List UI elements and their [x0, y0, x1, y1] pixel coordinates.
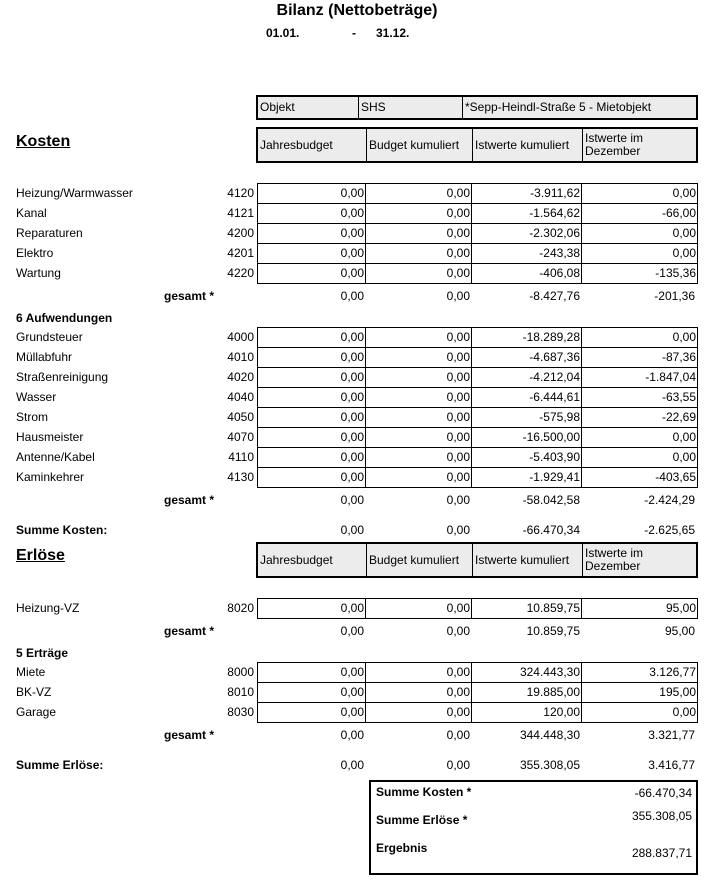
col-header-jahresbudget: Jahresbudget — [258, 129, 367, 161]
row-label: Wasser — [16, 390, 57, 404]
table-row — [258, 468, 697, 487]
subtotal-label: gesamt * — [164, 493, 215, 507]
row-label: Miete — [16, 665, 46, 679]
row-label: Heizung/Warmwasser — [16, 186, 133, 200]
cell-istwerte-kumuliert: -243,38 — [472, 244, 582, 263]
section-title-erloese: Erlöse — [16, 547, 65, 564]
summary-box — [369, 780, 698, 875]
column-header-erloese — [256, 542, 698, 578]
cell-budget-kumuliert: 0,00 — [366, 224, 472, 243]
table-row — [258, 663, 697, 683]
cell-jahresbudget: 0,00 — [258, 368, 366, 387]
cell-istwerte-dezember: -135,36 — [655, 266, 696, 280]
cell-jahresbudget: 0,00 — [258, 683, 366, 702]
summary-erloese-label: Summe Erlöse * — [376, 813, 468, 827]
subtotal-budget-kumuliert: 0,00 — [446, 728, 470, 742]
column-header-kosten — [256, 127, 698, 163]
cell-jahresbudget: 0,00 — [258, 599, 366, 618]
cell-istwerte-dezember: 0,00 — [672, 430, 696, 444]
cell-budget-kumuliert: 0,00 — [366, 663, 472, 682]
table-row — [258, 328, 697, 348]
subtotal-budget-kumuliert: 0,00 — [446, 289, 470, 303]
col-header-istwerte-dezember: Istwerte im Dezember — [585, 131, 644, 158]
cell-istwerte-kumuliert: -5.403,90 — [472, 448, 582, 467]
row-account: 8010 — [227, 685, 254, 699]
cell-jahresbudget: 0,00 — [258, 663, 366, 682]
date-separator: - — [352, 26, 356, 40]
subtotal-row — [257, 624, 698, 638]
cell-jahresbudget: 0,00 — [258, 184, 366, 203]
row-account: 4120 — [227, 186, 254, 200]
row-account: 4070 — [227, 430, 254, 444]
object-label: Objekt — [258, 97, 359, 118]
subtotal-istwerte-kumuliert: -8.427,76 — [529, 289, 580, 303]
table-row — [258, 428, 697, 448]
cell-jahresbudget: 0,00 — [258, 428, 366, 447]
summary-ergebnis-label: Ergebnis — [376, 841, 428, 855]
report-title-text: Bilanz (Nettobeträge) — [276, 2, 438, 19]
table-row — [258, 244, 697, 264]
sum-budget-kumuliert: 0,00 — [446, 523, 470, 537]
cell-budget-kumuliert: 0,00 — [366, 599, 472, 618]
cell-istwerte-kumuliert: -1.564,62 — [472, 204, 582, 223]
table-row — [258, 204, 697, 224]
row-label: Reparaturen — [16, 226, 83, 240]
cell-istwerte-kumuliert: -3.911,62 — [472, 184, 582, 203]
table-row — [258, 224, 697, 244]
object-name: *Sepp-Heindl-Straße 5 - Mietobjekt — [465, 100, 652, 114]
cell-jahresbudget: 0,00 — [258, 408, 366, 427]
cell-istwerte-kumuliert: -16.500,00 — [472, 428, 582, 447]
row-label: Wartung — [16, 266, 61, 280]
cell-istwerte-dezember: 0,00 — [672, 330, 696, 344]
sum-kosten-row — [257, 523, 698, 537]
cell-istwerte-dezember: 95,00 — [665, 601, 696, 615]
col-header-istwerte-dezember: Istwerte im Dezember — [585, 546, 644, 573]
report-title — [0, 2, 722, 20]
col-header-budget-kumuliert: Budget kumuliert — [367, 129, 473, 161]
cell-istwerte-dezember: -66,00 — [661, 206, 696, 220]
cell-istwerte-kumuliert: 120,00 — [472, 703, 582, 722]
table-row — [258, 368, 697, 388]
row-label: Elektro — [16, 246, 54, 260]
sum-budget-kumuliert: 0,00 — [446, 758, 470, 772]
row-label: Müllabfuhr — [16, 350, 73, 364]
section-title-kosten: Kosten — [16, 133, 71, 150]
row-label: Garage — [16, 705, 57, 719]
cell-istwerte-dezember: -22,69 — [661, 410, 696, 424]
cell-budget-kumuliert: 0,00 — [366, 264, 472, 283]
summary-kosten-label: Summe Kosten * — [376, 785, 472, 799]
cell-budget-kumuliert: 0,00 — [366, 703, 472, 722]
row-label: Straßenreinigung — [16, 370, 109, 384]
object-info-box — [256, 95, 698, 120]
cell-istwerte-dezember: 195,00 — [659, 685, 696, 699]
cell-budget-kumuliert: 0,00 — [366, 683, 472, 702]
subtotal-istwerte-kumuliert: 10.859,75 — [526, 624, 580, 638]
cell-jahresbudget: 0,00 — [258, 448, 366, 467]
cell-istwerte-kumuliert: -4.212,04 — [472, 368, 582, 387]
table-row — [258, 348, 697, 368]
summary-erloese-value: 355.308,05 — [631, 809, 692, 823]
subtotal-istwerte-dezember: 95,00 — [664, 624, 695, 638]
subtotal-row — [257, 728, 698, 742]
object-code: SHS — [359, 97, 463, 118]
subtotal-jahresbudget: 0,00 — [340, 493, 364, 507]
date-from: 01.01. — [266, 26, 300, 40]
cell-jahresbudget: 0,00 — [258, 204, 366, 223]
row-account: 4000 — [227, 330, 254, 344]
sum-erloese-row — [257, 758, 698, 772]
cell-istwerte-kumuliert: -2.302,06 — [472, 224, 582, 243]
subtotal-istwerte-kumuliert: 344.448,30 — [519, 728, 580, 742]
table-row — [258, 683, 697, 703]
cell-budget-kumuliert: 0,00 — [366, 244, 472, 263]
table-row — [258, 599, 697, 618]
cell-budget-kumuliert: 0,00 — [366, 328, 472, 347]
erloese-group2-table — [257, 662, 698, 723]
table-row — [258, 703, 697, 722]
subtotal-istwerte-dezember: 3.321,77 — [648, 728, 695, 742]
cell-istwerte-kumuliert: 324.443,30 — [472, 663, 582, 682]
cell-budget-kumuliert: 0,00 — [366, 468, 472, 487]
cell-istwerte-dezember: 0,00 — [672, 246, 696, 260]
cell-istwerte-dezember: -1.847,04 — [645, 370, 696, 384]
cell-istwerte-kumuliert: -406,08 — [472, 264, 582, 283]
row-label: Heizung-VZ — [16, 601, 80, 615]
subtotal-row — [257, 289, 698, 303]
row-label: Hausmeister — [16, 430, 84, 444]
subtotal-label: gesamt * — [164, 624, 215, 638]
row-account: 4010 — [227, 350, 254, 364]
date-to: 31.12. — [376, 26, 410, 40]
subtotal-row — [257, 493, 698, 507]
subtotal-budget-kumuliert: 0,00 — [446, 624, 470, 638]
table-row — [258, 448, 697, 468]
cell-istwerte-dezember: -403,65 — [655, 470, 696, 484]
cell-budget-kumuliert: 0,00 — [366, 408, 472, 427]
cell-istwerte-kumuliert: -575,98 — [472, 408, 582, 427]
cell-istwerte-kumuliert: -1.929,41 — [472, 468, 582, 487]
kosten-group2-table — [257, 327, 698, 488]
col-header-budget-kumuliert: Budget kumuliert — [367, 544, 473, 576]
cell-istwerte-dezember: -87,36 — [661, 350, 696, 364]
subtotal-jahresbudget: 0,00 — [340, 728, 364, 742]
cell-budget-kumuliert: 0,00 — [366, 428, 472, 447]
cell-budget-kumuliert: 0,00 — [366, 184, 472, 203]
group-title-aufwendungen: 6 Aufwendungen — [16, 311, 113, 325]
row-account: 4050 — [227, 410, 254, 424]
cell-jahresbudget: 0,00 — [258, 244, 366, 263]
row-account: 4220 — [227, 266, 254, 280]
cell-istwerte-dezember: 0,00 — [672, 450, 696, 464]
row-label: Kaminkehrer — [16, 470, 85, 484]
subtotal-jahresbudget: 0,00 — [340, 289, 364, 303]
cell-budget-kumuliert: 0,00 — [366, 448, 472, 467]
row-label: Grundsteuer — [16, 330, 83, 344]
col-header-jahresbudget: Jahresbudget — [258, 544, 367, 576]
table-row — [258, 264, 697, 283]
cell-istwerte-dezember: 0,00 — [672, 186, 696, 200]
erloese-group1-table — [257, 598, 698, 619]
row-account: 8020 — [227, 601, 254, 615]
subtotal-label: gesamt * — [164, 728, 215, 742]
subtotal-jahresbudget: 0,00 — [340, 624, 364, 638]
cell-budget-kumuliert: 0,00 — [366, 388, 472, 407]
col-header-istwerte-kumuliert: Istwerte kumuliert — [473, 129, 583, 161]
table-row — [258, 388, 697, 408]
cell-istwerte-kumuliert: -4.687,36 — [472, 348, 582, 367]
cell-istwerte-kumuliert: 19.885,00 — [472, 683, 582, 702]
cell-jahresbudget: 0,00 — [258, 224, 366, 243]
cell-jahresbudget: 0,00 — [258, 348, 366, 367]
row-account: 4130 — [227, 470, 254, 484]
cell-budget-kumuliert: 0,00 — [366, 368, 472, 387]
cell-istwerte-kumuliert: -6.444,61 — [472, 388, 582, 407]
row-label: Strom — [16, 410, 49, 424]
col-header-istwerte-kumuliert: Istwerte kumuliert — [473, 544, 583, 576]
sum-istwerte-kumuliert: 355.308,05 — [519, 758, 580, 772]
cell-jahresbudget: 0,00 — [258, 703, 366, 722]
sum-istwerte-kumuliert: -66.470,34 — [522, 523, 580, 537]
subtotal-istwerte-dezember: -201,36 — [654, 289, 695, 303]
sum-istwerte-dezember: -2.625,65 — [644, 523, 695, 537]
cell-budget-kumuliert: 0,00 — [366, 348, 472, 367]
subtotal-label: gesamt * — [164, 289, 215, 303]
subtotal-istwerte-dezember: -2.424,29 — [644, 493, 695, 507]
cell-istwerte-dezember: 0,00 — [672, 705, 696, 719]
sum-erloese-label: Summe Erlöse: — [16, 758, 104, 772]
row-account: 4201 — [227, 246, 254, 260]
sum-jahresbudget: 0,00 — [340, 758, 364, 772]
sum-kosten-label: Summe Kosten: — [16, 523, 108, 537]
cell-budget-kumuliert: 0,00 — [366, 204, 472, 223]
row-label: Kanal — [16, 206, 47, 220]
cell-jahresbudget: 0,00 — [258, 328, 366, 347]
cell-istwerte-dezember: 0,00 — [672, 226, 696, 240]
row-account: 4020 — [227, 370, 254, 384]
cell-jahresbudget: 0,00 — [258, 388, 366, 407]
sum-istwerte-dezember: 3.416,77 — [648, 758, 695, 772]
row-account: 8030 — [227, 705, 254, 719]
row-label: Antenne/Kabel — [16, 450, 95, 464]
sum-jahresbudget: 0,00 — [340, 523, 364, 537]
row-label: BK-VZ — [16, 685, 52, 699]
table-row — [258, 184, 697, 204]
cell-jahresbudget: 0,00 — [258, 468, 366, 487]
row-account: 4110 — [228, 450, 254, 464]
row-account: 8000 — [227, 665, 254, 679]
subtotal-istwerte-kumuliert: -58.042,58 — [522, 493, 580, 507]
cell-istwerte-dezember: -63,55 — [661, 390, 696, 404]
subtotal-budget-kumuliert: 0,00 — [446, 493, 470, 507]
summary-kosten-value: -66.470,34 — [634, 786, 692, 800]
row-account: 4040 — [227, 390, 254, 404]
summary-ergebnis-value: 288.837,71 — [631, 846, 692, 860]
row-account: 4121 — [227, 206, 254, 220]
cell-jahresbudget: 0,00 — [258, 264, 366, 283]
group-title-ertraege: 5 Erträge — [16, 646, 69, 660]
cell-istwerte-dezember: 3.126,77 — [649, 665, 696, 679]
table-row — [258, 408, 697, 428]
cell-istwerte-kumuliert: -18.289,28 — [472, 328, 582, 347]
cell-istwerte-kumuliert: 10.859,75 — [472, 599, 582, 618]
kosten-group1-table — [257, 183, 698, 284]
row-account: 4200 — [227, 226, 254, 240]
